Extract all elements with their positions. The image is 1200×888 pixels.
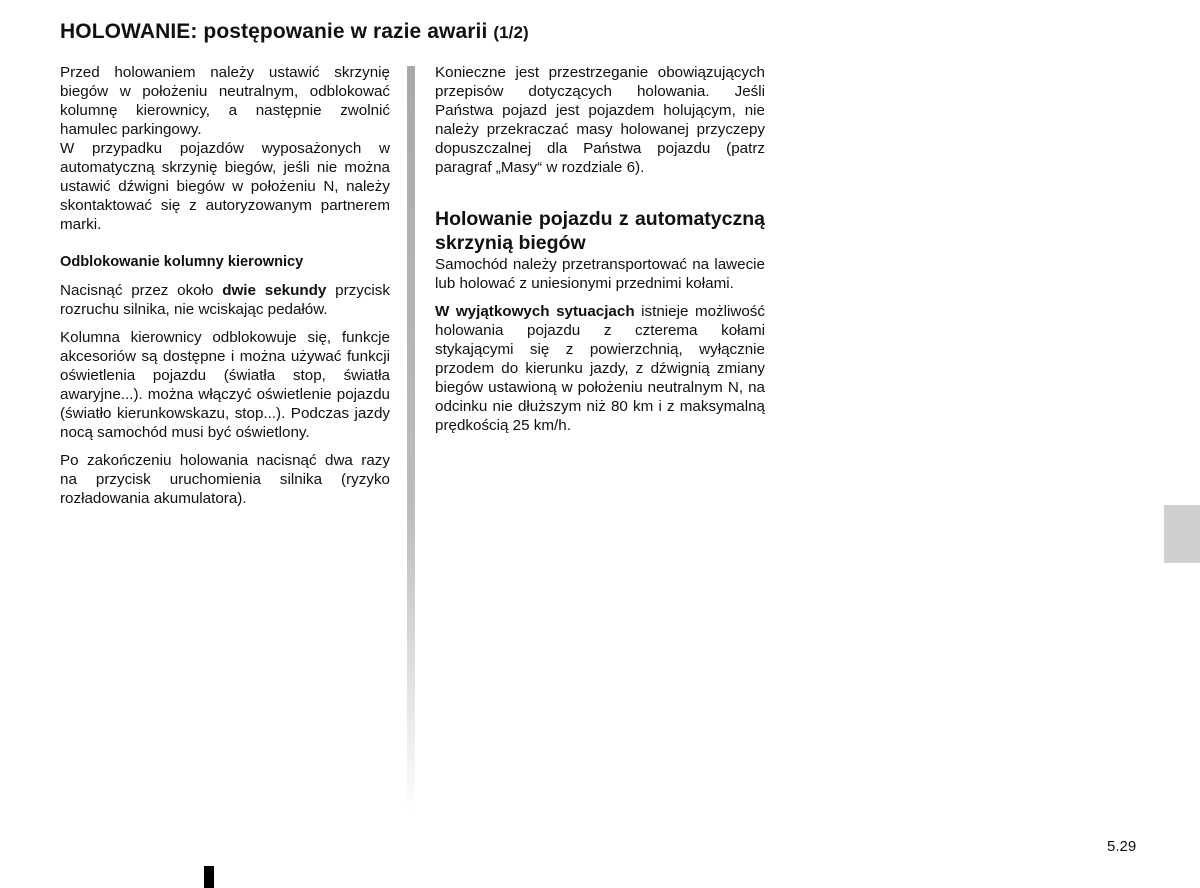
transport-paragraph: Samochód należy przetransportować na lawecie lub holować z uniesionymi przednimi kołami. xyxy=(435,256,765,292)
steering-unlock-subheading: Odblokowanie kolumny kierownicy xyxy=(60,254,304,270)
after-towing-paragraph: Po zakończeniu holowania nacisnąć dwa razy na przycisk uruchomienia silnika (ryzyko rozładowania akumulatora). xyxy=(60,452,390,507)
automatic-gearbox-paragraph: W przypadku pojazdów wyposażonych w automatyczną skrzynię biegów, jeśli nie można ustawić dźwigni biegów w położeniu N, należy skontaktować się z autoryzowanym partnerem marki. xyxy=(60,140,390,233)
column-divider-bar xyxy=(407,66,415,816)
press-button-duration: dwie sekundy xyxy=(222,282,327,299)
crop-mark xyxy=(204,866,214,888)
automatic-towing-heading: Holowanie pojazdu z automatyczną skrzynią biegów xyxy=(435,208,765,254)
page-title xyxy=(60,20,529,44)
exceptional-situations-label: W wyjątkowych sytuacjach xyxy=(435,303,635,320)
steering-unlocked-paragraph: Kolumna kierownicy odblokowuje się, funkcje akcesoriów są dostępne i można używać funkcji oświetlenia pojazdu (światła stop, światła awaryjne...). można włączyć oświetlenie pojazdu (światło kierunkowskazu, stop...). Podczas jazdy nocą samochód musi być oświetlony. xyxy=(60,329,390,441)
press-button-text-end: przycisk rozruchu silnika, nie wciskając pedałów. xyxy=(60,282,390,318)
chapter-tab xyxy=(1164,505,1200,563)
page-title-main: HOLOWANIE: postępowanie w razie awarii xyxy=(60,20,494,43)
press-button-paragraph xyxy=(60,281,390,319)
left-column xyxy=(60,63,390,508)
right-column xyxy=(435,63,765,435)
page-title-part: (1/2) xyxy=(493,23,529,42)
exceptional-situations-paragraph xyxy=(435,302,765,435)
page-number: 5.29 xyxy=(1107,838,1137,855)
regulations-paragraph: Konieczne jest przestrzeganie obowiązujących przepisów dotyczących holowania. Jeśli Państwa pojazd jest pojazdem holującym, nie należy przekraczać masy holowanej przyczepy dopuszczalnej dla Państwa pojazdu (patrz paragraf „Masy“ w rozdziale 6). xyxy=(435,64,765,176)
intro-paragraph: Przed holowaniem należy ustawić skrzynię biegów w położeniu neutralnym, odblokować kolumnę kierownicy, a następnie zwolnić hamulec parkingowy. xyxy=(60,64,390,138)
exceptional-situations-text: istnieje możliwość holowania pojazdu z czterema kołami stykającymi się z powierzchnią, wyłącznie przodem do kierunku jazdy, z dźwignią zmiany biegów ustawioną w położeniu neutralnym N, na odcinku nie dłuższym niż 80 km i z maksymalną prędkością 25 km/h. xyxy=(435,303,765,434)
press-button-text-start: Nacisnąć przez około xyxy=(60,282,223,299)
